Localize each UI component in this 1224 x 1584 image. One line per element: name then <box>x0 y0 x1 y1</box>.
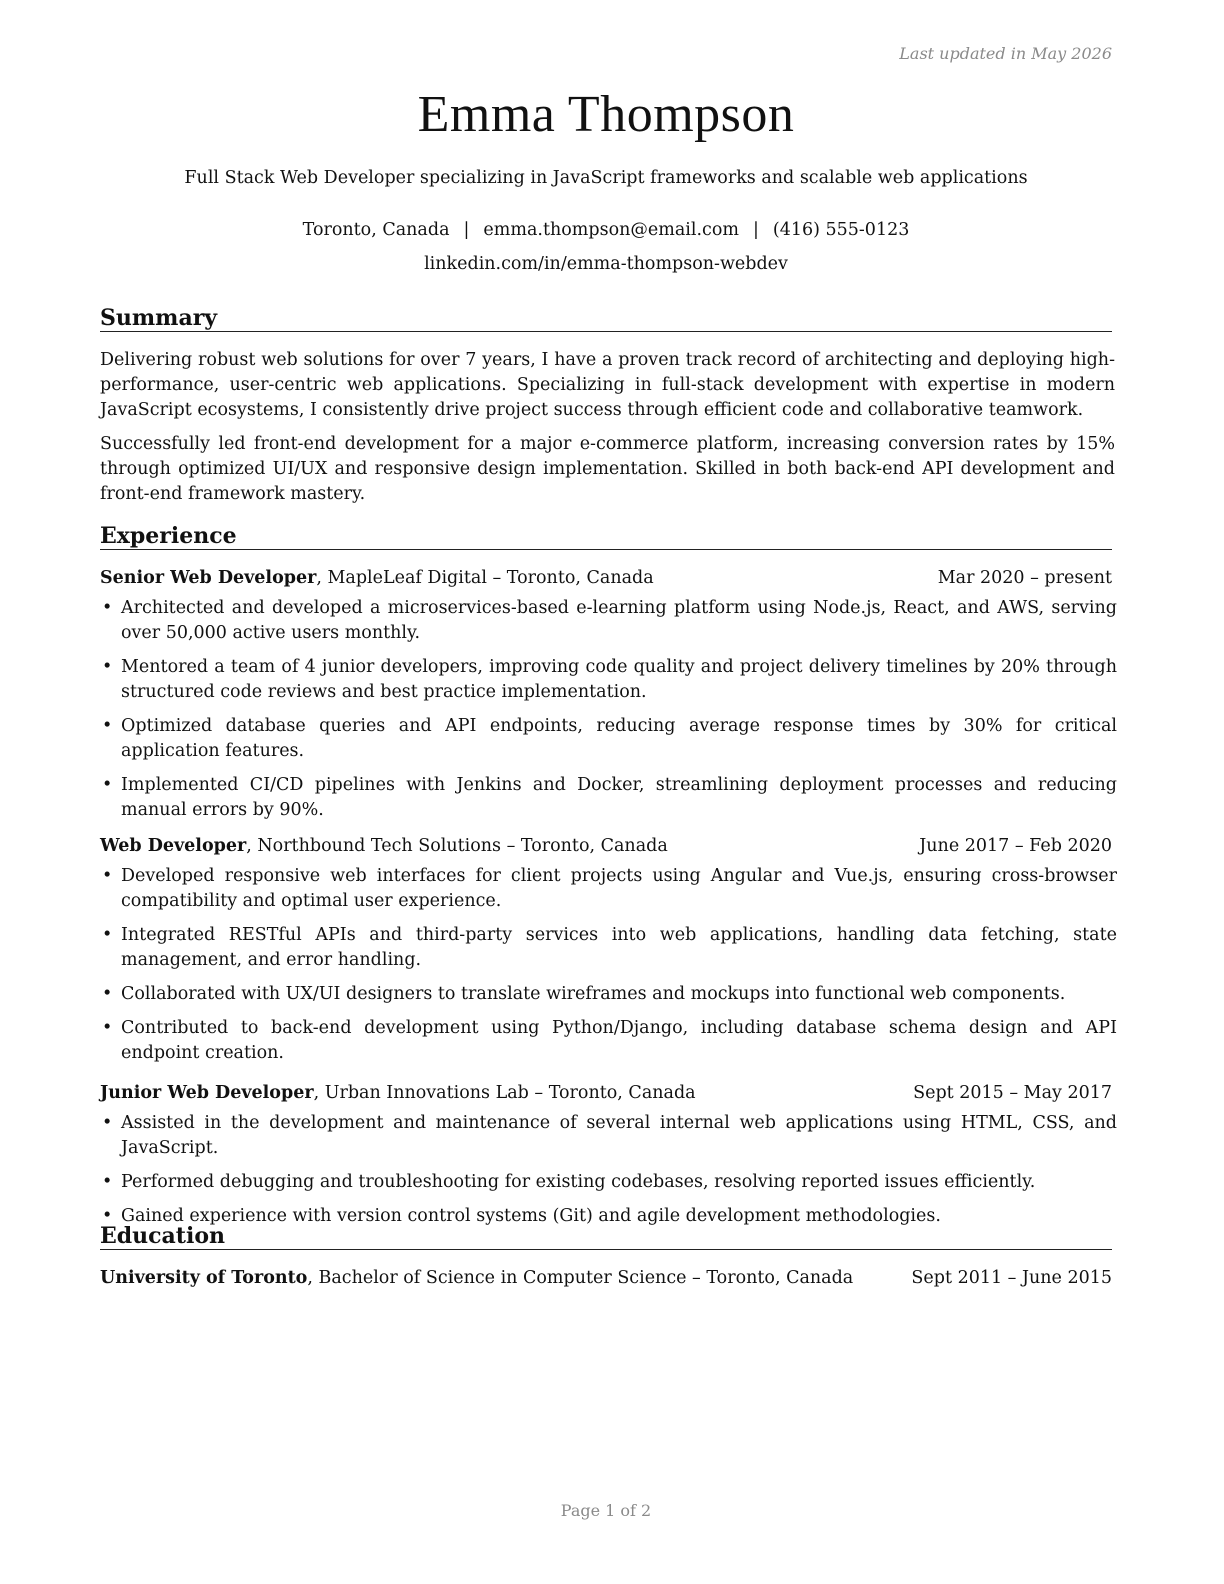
list-item: • Mentored a team of 4 junior developers, improving code quality and project delivery timelines by 20% through structured code reviews and best practice implementation. <box>100 655 1117 705</box>
summary-paragraph: Successfully led front-end development for a major e-commerce platform, increasing conversion rates by 15% through optimized UI/UX and responsive design implementation. Skilled in both back-end API development and front-end framework mastery. <box>100 434 1115 504</box>
job-dates: Sept 2015 – May 2017 <box>913 1083 1112 1103</box>
list-item: • Collaborated with UX/UI designers to translate wireframes and mockups into functional web components. <box>100 982 1117 1007</box>
list-item: • Contributed to back-end development using Python/Django, including database schema design and API endpoint creation. <box>100 1016 1117 1066</box>
page-number: Page 1 of 2 <box>560 1501 652 1520</box>
job-company: , MapleLeaf Digital – Toronto, Canada <box>316 568 654 588</box>
list-item: • Gained experience with version control systems (Git) and agile development methodologies. <box>100 1204 1117 1229</box>
job-role: Senior Web Developer <box>100 568 317 588</box>
summary-heading: Summary <box>100 305 1112 332</box>
contact-separator: | <box>463 220 470 240</box>
list-item: • Developed responsive web interfaces for client projects using Angular and Vue.js, ensuring cross-browser compatibility and optimal user experience. <box>100 864 1117 914</box>
education-entry <box>100 1266 1112 1290</box>
tagline: Full Stack Web Developer specializing in JavaScript frameworks and scalable web applications <box>184 168 1028 188</box>
contact-phone[interactable]: (416) 555-0123 <box>772 220 910 240</box>
education-dates: Sept 2011 – June 2015 <box>911 1268 1112 1288</box>
list-item: • Optimized database queries and API endpoints, reducing average response times by 30% for critical application features. <box>100 714 1117 764</box>
education-heading: Education <box>100 1223 1112 1250</box>
education-school: University of Toronto <box>100 1268 308 1288</box>
job-company: , Northbound Tech Solutions – Toronto, Canada <box>246 836 668 856</box>
education-degree: , Bachelor of Science in Computer Science – Toronto, Canada <box>307 1268 854 1288</box>
contact-email[interactable]: emma.thompson@email.com <box>483 220 739 240</box>
job-bullets <box>100 596 1117 832</box>
last-updated-note: Last updated in May 2026 <box>899 44 1112 63</box>
job-bullets <box>100 864 1117 1075</box>
contact-linkedin[interactable]: linkedin.com/in/emma-thompson-webdev <box>424 254 788 274</box>
job-bullets <box>100 1111 1117 1238</box>
job-role: Web Developer <box>100 836 247 856</box>
experience-heading: Experience <box>100 523 1112 550</box>
contact-line <box>100 220 1112 240</box>
contact-location: Toronto, Canada <box>302 220 450 240</box>
job-header <box>100 834 1112 858</box>
list-item: • Integrated RESTful APIs and third-party services into web applications, handling data fetching, state management, and error handling. <box>100 923 1117 973</box>
job-role: Junior Web Developer <box>100 1083 314 1103</box>
list-item: • Performed debugging and troubleshooting for existing codebases, resolving reported issues efficiently. <box>100 1170 1117 1195</box>
job-company: , Urban Innovations Lab – Toronto, Canada <box>313 1083 696 1103</box>
candidate-name: Emma Thompson <box>417 86 795 143</box>
list-item: • Assisted in the development and maintenance of several internal web applications using HTML, CSS, and JavaScript. <box>100 1111 1117 1161</box>
job-header <box>100 1081 1112 1105</box>
summary-paragraph: Delivering robust web solutions for over 7 years, I have a proven track record of architecting and deploying high-performance, user-centric web applications. Specializing in full-stack development with expertise in modern JavaScript ecosystems, I consistently drive project success through efficient code and collaborative teamwork. <box>100 350 1115 420</box>
job-header <box>100 566 1112 590</box>
list-item: • Implemented CI/CD pipelines with Jenkins and Docker, streamlining deployment processes and reducing manual errors by 90%. <box>100 773 1117 823</box>
resume-page <box>100 0 1117 1584</box>
job-dates: June 2017 – Feb 2020 <box>919 836 1112 856</box>
list-item: • Architected and developed a microservices-based e-learning platform using Node.js, React, and AWS, serving over 50,000 active users monthly. <box>100 596 1117 646</box>
job-dates: Mar 2020 – present <box>937 568 1112 588</box>
contact-separator: | <box>752 220 759 240</box>
